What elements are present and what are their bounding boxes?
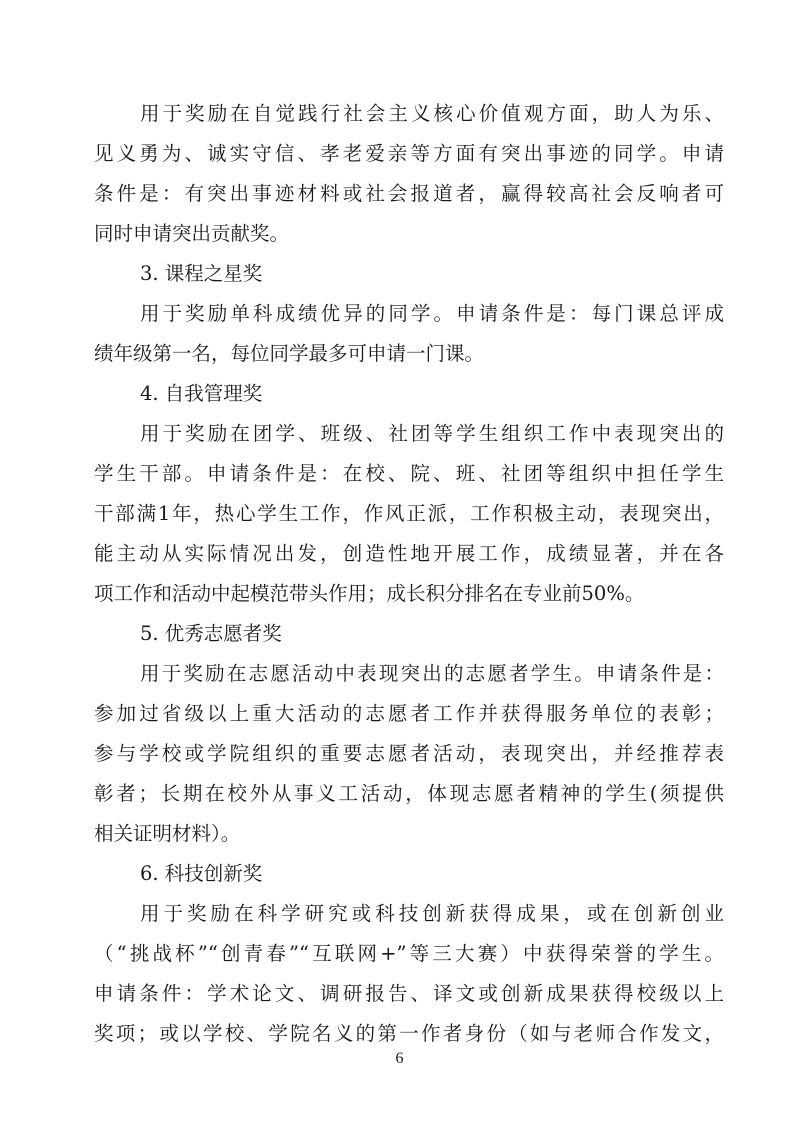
- paragraph-line: 绩年级第一名，每位同学最多可申请一门课。: [94, 342, 485, 365]
- paragraph-line: （“挑战杯”“创青春”“互联网+”等三大赛）中获得荣誉的学生。: [94, 942, 724, 965]
- body-text: [94, 94, 724, 1054]
- paragraph-line: 相关证明材料）。: [94, 822, 241, 845]
- section-4-paragraph: [94, 414, 724, 614]
- paragraph-line: 同时申请突出贡献奖。: [94, 222, 290, 245]
- paragraph-line: 参加过省级以上重大活动的志愿者工作并获得服务单位的表彰；: [94, 702, 724, 725]
- section-3-heading: 3. 课程之星奖: [140, 262, 263, 285]
- section-4-heading: 4. 自我管理奖: [140, 382, 263, 405]
- paragraph-line: 参与学校或学院组织的重要志愿者活动，表现突出，并经推荐表: [94, 742, 724, 765]
- section-3-paragraph: [94, 294, 724, 374]
- paragraph-line: 彰者；长期在校外从事义工活动，体现志愿者精神的学生(须提供: [94, 782, 724, 805]
- paragraph-line: 申请条件：学术论文、调研报告、译文或创新成果获得校级以上: [94, 982, 724, 1005]
- paragraph-line: 用于奖励在自觉践行社会主义核心价值观方面，助人为乐、: [140, 102, 724, 125]
- paragraph-line: 用于奖励在团学、班级、社团等学生组织工作中表现突出的: [140, 422, 724, 445]
- section-2-paragraph: [94, 94, 724, 254]
- section-6-paragraph: [94, 894, 724, 1054]
- paragraph-line: 用于奖励在科学研究或科技创新获得成果，或在创新创业: [140, 902, 724, 925]
- section-5-paragraph: [94, 654, 724, 854]
- paragraph-line: 用于奖励单科成绩优异的同学。申请条件是：每门课总评成: [140, 302, 724, 325]
- paragraph-line: 见义勇为、诚实守信、孝老爱亲等方面有突出事迹的同学。申请: [94, 142, 724, 165]
- paragraph-line: 学生干部。申请条件是：在校、院、班、社团等组织中担任学生: [94, 462, 724, 485]
- paragraph-line: 奖项；或以学校、学院名义的第一作者身份（如与老师合作发文，: [94, 1022, 724, 1045]
- paragraph-line: 条件是：有突出事迹材料或社会报道者，赢得较高社会反响者可: [94, 182, 724, 205]
- section-5-heading: 5. 优秀志愿者奖: [140, 622, 282, 645]
- paragraph-line: 干部满1年，热心学生工作，作风正派，工作积极主动，表现突出，: [94, 502, 724, 525]
- paragraph-line: 能主动从实际情况出发，创造性地开展工作，成绩显著，并在各: [94, 542, 724, 565]
- section-6-heading: 6. 科技创新奖: [140, 862, 263, 885]
- paragraph-line: 项工作和活动中起模范带头作用；成长积分排名在专业前50%。: [94, 582, 645, 605]
- page-number: 6: [395, 1050, 404, 1067]
- paragraph-line: 用于奖励在志愿活动中表现突出的志愿者学生。申请条件是：: [140, 662, 724, 685]
